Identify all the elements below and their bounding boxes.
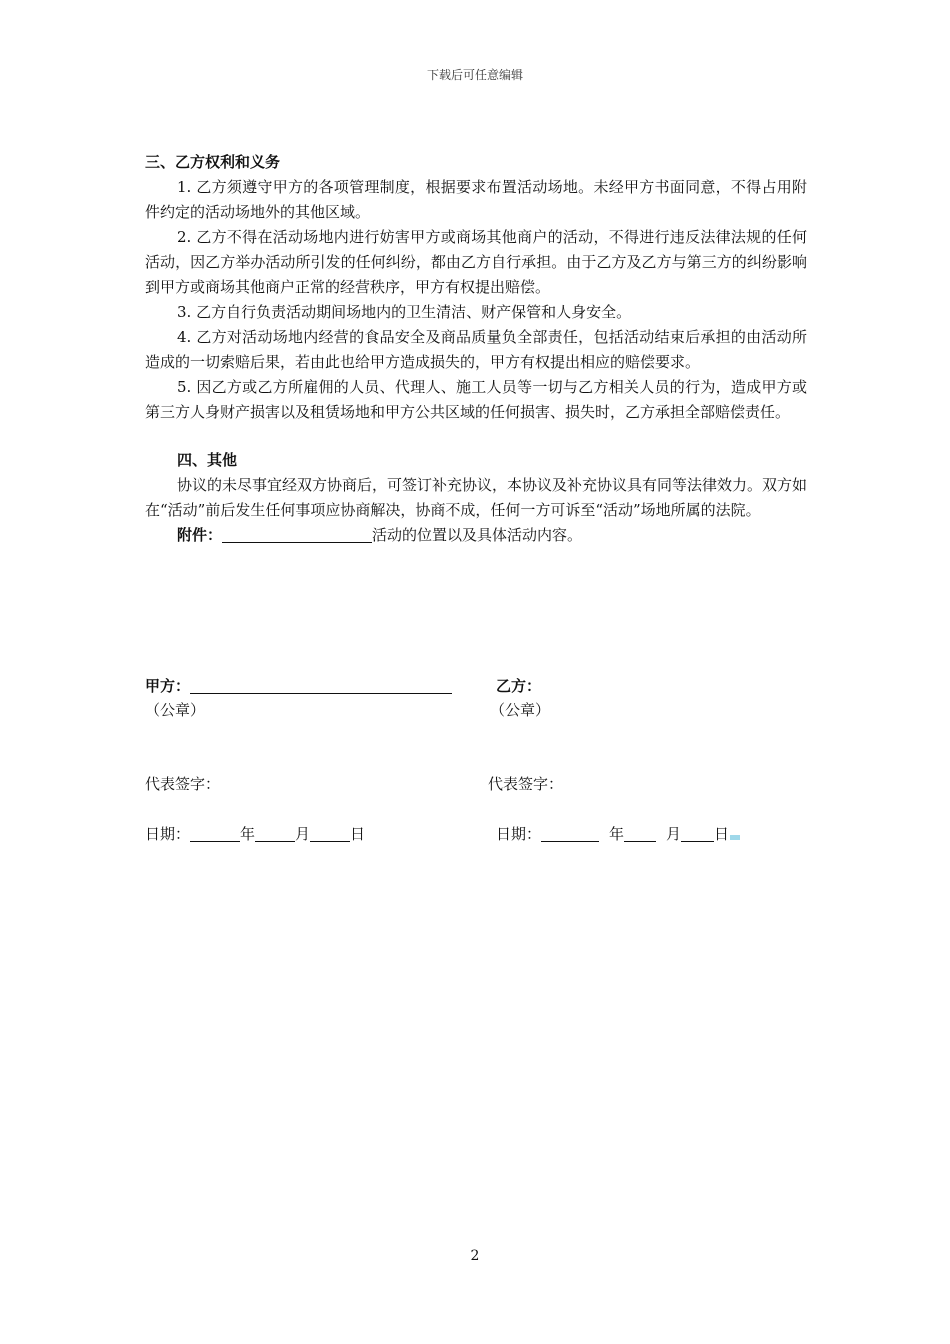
section-4-title: 四、其他 [177,451,238,469]
party-b-month: 月 [666,825,682,843]
party-b-date [496,823,740,845]
party-a-date-label: 日期： [145,825,191,843]
party-a-day: 日 [350,825,366,843]
party-a-seal: （公章） [145,701,206,719]
section-3-item-3: 3. 乙方自行负责活动期间场地内的卫生清洁、财产保管和人身安全。 [177,303,632,321]
section-3-item-2: 2. 乙方不得在活动场地内进行妨害甲方或商场其他商户的活动，不得进行违反法律法规的任何活动，因乙方举办活动所引发的任何纠纷，都由乙方自行承担。由于乙方及乙方与第三方的纠纷影响到甲方或商场其他商户正常的经营秩序，甲方有权提出赔偿。 [145,228,807,296]
attachment-text: 活动的位置以及具体活动内容。 [372,526,583,544]
party-a-year: 年 [240,825,256,843]
attachment-blank [222,525,372,543]
party-a-label: 甲方： [145,677,191,695]
party-a-line [145,675,452,697]
cursor-highlight [730,835,740,840]
section-3-item-1: 1. 乙方须遵守甲方的各项管理制度，根据要求布置活动场地。未经甲方书面同意，不得占用附件约定的活动场地外的其他区域。 [145,178,807,221]
party-b-day: 日 [714,825,730,843]
party-b-label: 乙方： [496,677,542,695]
attachment-label: 附件： [177,526,223,544]
party-b-rep: 代表签字： [488,775,564,793]
party-b-year: 年 [609,825,625,843]
header-note: 下载后可任意编辑 [426,68,523,82]
party-b-date-label: 日期： [496,825,542,843]
section-4-paragraph: 协议的未尽事宜经双方协商后，可签订补充协议，本协议及补充协议具有同等法律效力。双方如在“活动”前后发生任何事项应协商解决，协商不成，任何一方可诉至“活动”场地所属的法院。 [145,476,808,519]
party-a-blank [190,676,452,694]
attachment-line [145,523,807,548]
page-number: 2 [470,1248,480,1264]
party-b-seal: （公章） [490,701,551,719]
party-a-month: 月 [295,825,311,843]
document-body [145,150,807,548]
party-b-line [496,675,541,697]
section-3-title: 三、乙方权利和义务 [145,153,281,171]
party-a-date [145,823,365,845]
section-3-item-4: 4. 乙方对活动场地内经营的食品安全及商品质量负全部责任，包括活动结束后承担的由活动所造成的一切索赔后果，若由此也给甲方造成损失的，甲方有权提出相应的赔偿要求。 [145,328,807,371]
party-a-rep: 代表签字： [145,775,221,793]
section-3-item-5: 5. 因乙方或乙方所雇佣的人员、代理人、施工人员等一切与乙方相关人员的行为，造成甲方或第三方人身财产损害以及租赁场地和甲方公共区域的任何损害、损失时，乙方承担全部赔偿责任。 [145,378,807,421]
